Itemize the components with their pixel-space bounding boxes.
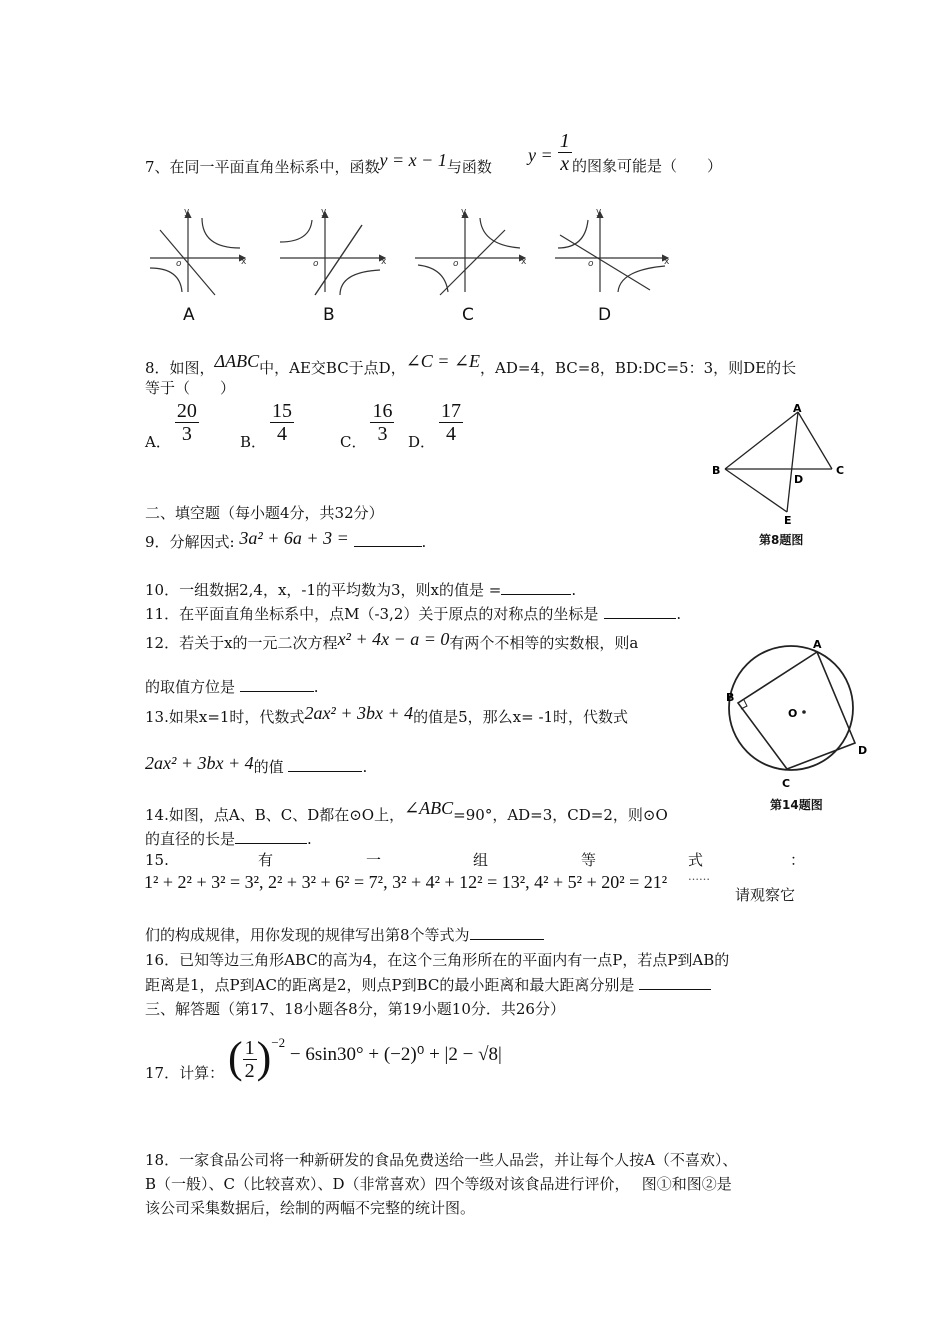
q8-option-b-den: 4 [277, 423, 288, 445]
q14-point-c: C [782, 777, 791, 790]
q12-end: . [313, 678, 319, 696]
q17-expr [228, 1028, 502, 1086]
q15-word-1: 有 [258, 851, 274, 869]
q13-line2 [145, 753, 368, 777]
q11 [145, 604, 681, 624]
q14-point-b: B [726, 691, 735, 704]
q8-figure [705, 400, 845, 530]
q8-option-d-frac [439, 400, 463, 445]
svg-text:o: o [176, 259, 182, 269]
q10-answer-blank[interactable] [501, 580, 571, 595]
q16-line1: 16．已知等边三角形ABC的高为4，在这个三角形所在的平面内有一点P，若点P到AB的 [145, 951, 730, 969]
q16-line2-text: 距离是1，点P到AC的距离是2，则点P到BC的最小距离和最大距离分别是 [145, 976, 635, 994]
q10-suffix: . [571, 581, 577, 599]
q13-answer-blank[interactable] [288, 757, 362, 772]
section2-heading: 二、填空题（每小题4分，共32分） [145, 504, 384, 522]
q8-option-c-num: 16 [372, 400, 393, 422]
q8-option-a-den: 3 [181, 423, 192, 445]
q8-point-b: B [712, 464, 721, 477]
q8-option-c-frac [370, 400, 394, 445]
q8-text1: 中，AE交BC于点D， [259, 359, 406, 377]
q17-frac [243, 1037, 257, 1082]
q12-expr: x² + 4x − a = 0 [337, 629, 450, 649]
q17-rparen: ) [256, 1033, 272, 1082]
q16-line2 [145, 975, 711, 995]
q12-prefix: 12．若关于x的一元二次方程 [145, 634, 338, 652]
svg-text:x: x [521, 257, 527, 267]
q18-line2: B（一般）、C（比较喜欢）、D（非常喜欢）四个等级对该食品进行评价， 图①和图②是 [145, 1175, 732, 1193]
q17-rest: − 6sin30° + (−2)⁰ + |2 − √8| [289, 1044, 502, 1065]
q8-option-a-label: A． [145, 432, 171, 451]
svg-text:x: x [381, 257, 387, 267]
q11-answer-blank[interactable] [604, 604, 676, 619]
q8-option-b-label: B． [240, 432, 267, 451]
svg-text:y: y [321, 207, 327, 217]
q8-line1 [145, 351, 797, 378]
q9-expr: 3a² + 6a + 3 = [239, 528, 349, 548]
q8-text2: ，AD=4，BC=8，BD:DC=5：3，则DE的长 [480, 359, 797, 377]
q15-word-6: ： [790, 851, 806, 869]
q7-option-a: A [183, 305, 195, 325]
q18-line1: 18．一家食品公司将一种新研发的食品免费送给一些人品尝，并让每个人按A（不喜欢）、 [145, 1151, 738, 1169]
q15-word-3: 组 [473, 851, 489, 869]
q15-suffix: 请观察它 [735, 886, 796, 904]
q8-option-a-num: 20 [176, 400, 197, 422]
q7-option-c: C [462, 305, 474, 325]
svg-text:y: y [184, 207, 190, 217]
q14-end: . [307, 830, 312, 848]
q12-suffix: 有两个不相等的实数根，则a [449, 634, 639, 652]
q8-option-b-num: 15 [272, 400, 293, 422]
q13-line2-suffix: 的值 [253, 758, 284, 776]
q8-option-a [145, 400, 199, 451]
q14-caption: 第14题图 [770, 798, 823, 812]
q10-text: 10．一组数据2,4，x，-1的平均数为3，则x的值是 = [145, 581, 502, 599]
q13-expr: 2ax² + 3bx + 4 [304, 703, 414, 723]
graph-a [150, 212, 245, 295]
q7-func2-num: 1 [559, 130, 570, 152]
q7-prefix: 7、在同一平面直角坐标系中，函数 [145, 158, 380, 176]
q8-option-c-label: C． [340, 432, 367, 451]
q8-option-b [240, 400, 294, 451]
q14-angle: ∠ABC [404, 798, 454, 818]
q8-option-d-den: 4 [446, 423, 457, 445]
q7-option-b: B [323, 305, 335, 325]
q7-func1: y = x − 1 [379, 150, 447, 170]
q11-text: 11．在平面直角坐标系中，点M（-3,2）关于原点的对称点的坐标是 [145, 605, 599, 623]
q7-func2-lhs: y = [528, 145, 553, 165]
graph-c [415, 212, 525, 295]
svg-text:o: o [313, 259, 319, 269]
q17-lparen: ( [228, 1033, 243, 1082]
q15-dots: …… [688, 870, 710, 883]
q13-suffix: 的值是5，那么x= -1时，代数式 [413, 708, 629, 726]
q14-line1 [145, 798, 668, 825]
q7-suffix: 的图象可能是（ ） [572, 157, 723, 175]
q9-answer-blank[interactable] [354, 532, 422, 547]
q15-word-4: 等 [581, 851, 597, 869]
q14-line2 [145, 829, 312, 849]
q10 [145, 580, 576, 600]
q8-triangle: ΔABC [214, 351, 260, 371]
q8-option-d-label: D． [408, 432, 436, 451]
q14-suffix: =90°，AD=3，CD=2，则⊙O [453, 806, 668, 824]
svg-text:y: y [461, 207, 467, 217]
q15-expr: 1² + 2² + 3² = 3², 2² + 3² + 6² = 7², 3² + 4² + 12² = 13², 4² + 5² + 20² = 21² [144, 872, 668, 892]
q17-label: 17．计算： [145, 1064, 225, 1082]
q14-prefix: 14.如图，点A、B、C、D都在⊙O上， [145, 806, 405, 824]
q8-option-d-num: 17 [441, 400, 462, 422]
q8-option-b-frac [270, 400, 294, 445]
q8-option-a-frac [175, 400, 199, 445]
q14-point-o: O [788, 707, 798, 720]
q8-caption: 第8题图 [759, 533, 804, 547]
q17-exponent: −2 [271, 1034, 286, 1050]
q14-point-d: D [858, 744, 868, 757]
svg-text:o: o [588, 259, 594, 269]
q9-suffix: . [421, 533, 427, 551]
q8-line2: 等于（ ） [145, 379, 236, 397]
q11-suffix: . [676, 605, 682, 623]
q13-prefix: 13.如果x=1时，代数式 [145, 708, 305, 726]
q14-figure [722, 635, 872, 790]
svg-text:x: x [241, 257, 247, 267]
q8-point-d: D [794, 473, 804, 486]
q7-option-d: D [598, 305, 612, 325]
q9 [145, 528, 427, 552]
section3-heading: 三、解答题（第17、18小题各8分，第19小题10分．共26分） [145, 1000, 565, 1018]
q14-line2-text: 的直径的长是 [145, 830, 236, 848]
graph-d [555, 212, 668, 292]
q12-line2 [145, 677, 319, 697]
q14-point-a: A [813, 638, 822, 651]
q8-point-a: A [793, 402, 802, 415]
q15-word-0: 15. [145, 851, 169, 869]
svg-text:y: y [596, 207, 602, 217]
q15-answer-blank[interactable] [470, 925, 544, 940]
q13-end: . [362, 758, 368, 776]
q14-answer-blank[interactable] [235, 829, 307, 844]
q7-stem [145, 150, 492, 177]
q12-line2-text: 的取值方位是 [145, 678, 236, 696]
q7-func2 [528, 130, 572, 175]
q15-line3-text: 们的构成规律，用你发现的规律写出第8个等式为 [145, 926, 470, 944]
q7-mid: 与函数 [446, 158, 492, 176]
q13-line1 [145, 703, 629, 727]
q7-func2-frac [558, 130, 572, 175]
q15-line3 [145, 925, 544, 945]
q8-point-e: E [784, 514, 792, 527]
q9-prefix: 9．分解因式: [145, 533, 235, 551]
q15-word-5: 式 [688, 851, 704, 869]
q7-func2-den: x [560, 153, 570, 175]
q8-angle: ∠C = ∠E [405, 351, 481, 371]
q16-answer-blank[interactable] [639, 975, 711, 990]
q18-line3: 该公司采集数据后，绘制的两幅不完整的统计图。 [145, 1199, 476, 1217]
q8-option-d [408, 400, 463, 451]
q13-line2-expr: 2ax² + 3bx + 4 [145, 753, 254, 773]
graph-b [280, 212, 385, 295]
q12-line1 [145, 629, 639, 653]
q8-point-c: C [836, 464, 845, 477]
q8-prefix: 8．如图， [145, 359, 215, 377]
q15-word-2: 一 [366, 851, 382, 869]
q17-frac-den: 2 [244, 1060, 255, 1083]
q12-answer-blank[interactable] [240, 677, 314, 692]
q8-option-c [340, 400, 394, 451]
q8-option-c-den: 3 [377, 423, 388, 445]
svg-text:x: x [664, 257, 670, 267]
svg-text:o: o [453, 259, 459, 269]
q17-frac-num: 1 [244, 1037, 255, 1060]
